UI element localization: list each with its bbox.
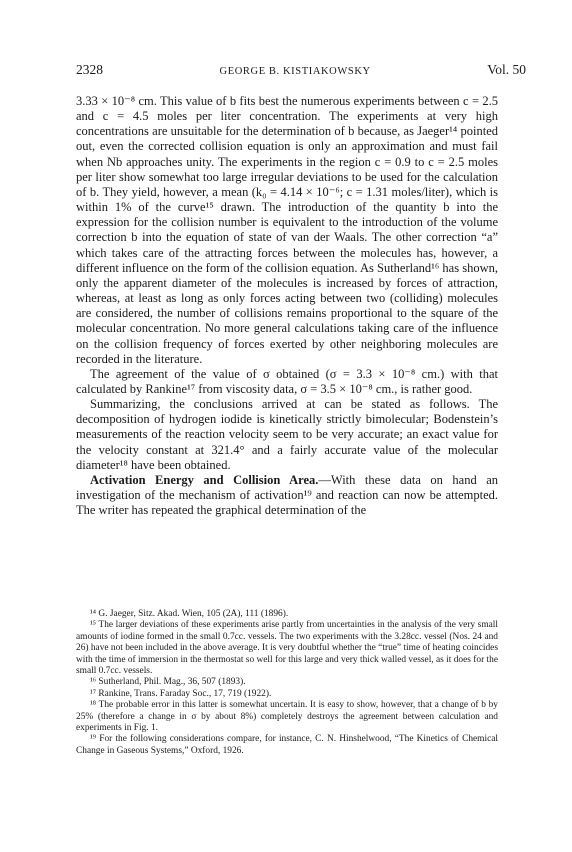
footnote-19: ¹⁹ For the following considerations compare, for instance, C. N. Hinshelwood, “The Kinetics of Chemical Change in Gaseous Systems,” Oxford, 1926. xyxy=(76,734,498,756)
paragraph-4-text: —With these data on hand an investigation of the mechanism of activation¹⁹ and reaction can now be attempted. The writer has repeated the graphical determination of the xyxy=(76,472,498,518)
paragraph-2: The agreement of the value of σ obtained (σ = 3.3 × 10⁻⁸ cm.) with that calculated by Rankine¹⁷ from viscosity data, σ = 3.5 × 10⁻⁸ cm., is rather good. xyxy=(76,366,498,396)
section-run-in-heading: Activation Energy and Collision Area. xyxy=(90,472,319,487)
footnotes xyxy=(76,609,498,757)
running-author: GEORGE B. KISTIAKOWSKY xyxy=(219,66,371,77)
footnote-15: ¹⁵ The larger deviations of these experiments arise partly from uncertainties in the analysis of the very small amounts of iodine formed in the small 0.7cc. vessels. The two experiments with the 3.28cc. vessel (Nos. 24 and 26) have not been included in the above average. It is very doubtful whether the “true” time of heating coincides with the time of immersion in the thermostat so well for this large and very thick walled vessel, as it does for the small 0.7cc. vessels. xyxy=(76,620,498,677)
paragraph-4 xyxy=(76,473,498,518)
footnote-17: ¹⁷ Rankine, Trans. Faraday Soc., 17, 719 (1922). xyxy=(90,688,272,699)
footnote-14: ¹⁴ G. Jaeger, Sitz. Akad. Wien, 105 (2A), 111 (1896). xyxy=(90,609,289,619)
page-number: 2328 xyxy=(76,62,103,77)
body-text xyxy=(76,94,498,518)
volume-label: Vol. 50 xyxy=(487,62,526,77)
footnote-16: ¹⁶ Sutherland, Phil. Mag., 36, 507 (1893). xyxy=(90,677,246,688)
paragraph-1: 3.33 × 10⁻⁸ cm. This value of b fits best the numerous experiments between c = 2.5 and c = 4.5 moles per liter concentration. The experiments at very high concentrations are unsuitable for the determination of b because, as Jaeger¹⁴ pointed out, even the corrected collision equation is only an approximation and must fail when Nb approaches unity. The experiments in the region c = 0.9 to c = 2.5 moles per liter show somewhat too large irregular deviations to be used for the calculation of b. They yield, however, a mean (k₀ = 4.14 × 10⁻⁶; c = 1.31 moles/liter), which is within 1% of the curve¹⁵ drawn. The introduction of the quantity b into the expression for the collision number is equivalent to the introduction of the volume correction b into the equation of state of van der Waals. The other correction “a” which takes care of the attracting forces between the molecules has, however, a different influence on the form of the collision equation. As Sutherland¹⁶ has shown, only the apparent diameter of the molecules is increased by forces of attraction, whereas, at least as long as only forces acting between two (colliding) molecules are considered, the number of collisions remains proportional to the square of the molecular concentration. No more general calculations taking care of the influence on the collision frequency of forces exerted by other neighboring molecules are recorded in the literature. xyxy=(76,94,498,366)
running-header xyxy=(76,62,526,78)
footnote-18: ¹⁸ The probable error in this latter is somewhat uncertain. It is easy to show, however, that a change of b by 25% (therefore a change in σ by about 8%) completely destroys the agreement between calculation and experiments in Fig. 1. xyxy=(76,700,498,734)
paragraph-3: Summarizing, the conclusions arrived at can be stated as follows. The decomposition of hydrogen iodide is kinetically strictly bimolecular; Bodenstein’s measurements of the reaction velocity seem to be very accurate; an exact value for the velocity constant at 321.4° and a fairly accurate value of the molecular diameter¹⁸ have been obtained. xyxy=(76,397,498,472)
